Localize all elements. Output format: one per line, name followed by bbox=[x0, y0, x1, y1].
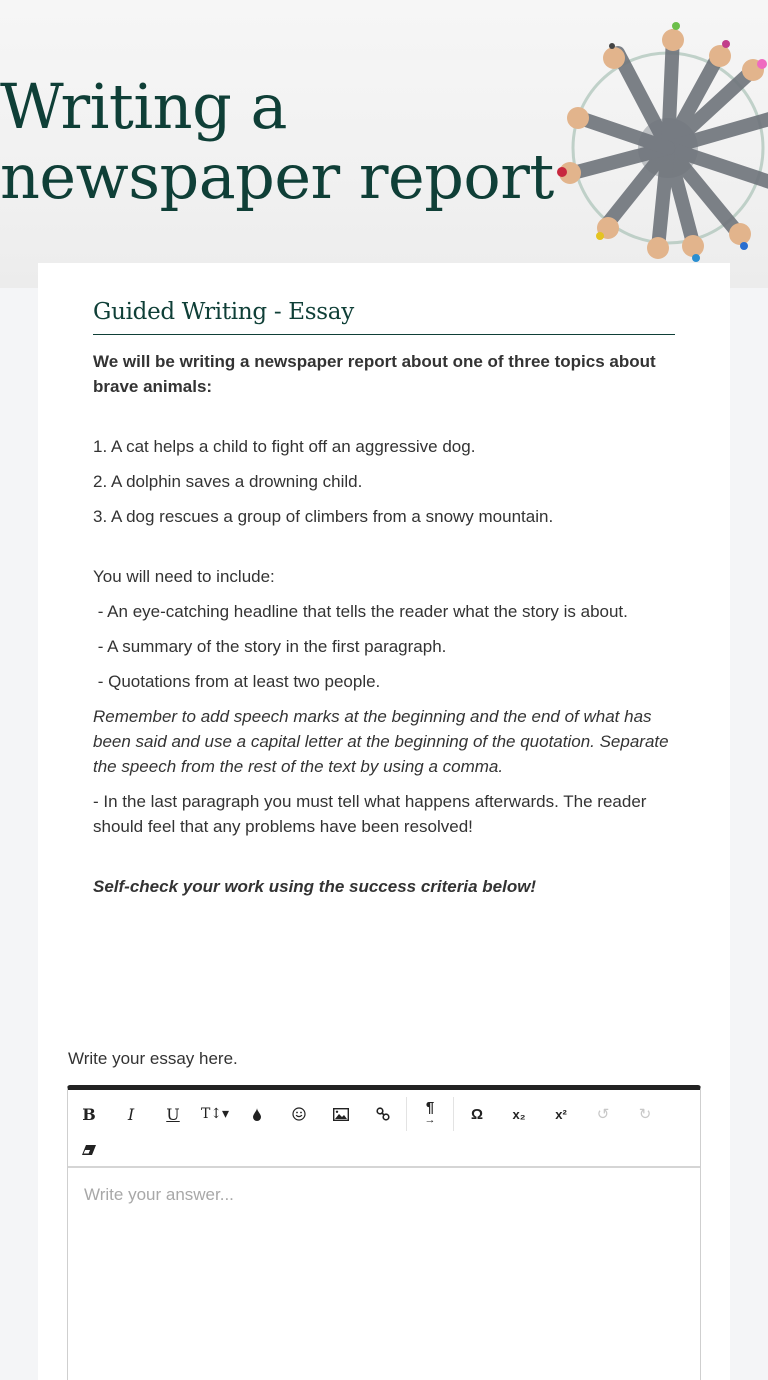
undo-button[interactable] bbox=[582, 1096, 624, 1132]
underline-button[interactable] bbox=[152, 1096, 194, 1132]
undo-icon: ↺ bbox=[596, 1106, 610, 1123]
topic-item: 2. A dolphin saves a drowning child. bbox=[93, 472, 363, 491]
text-color-button[interactable] bbox=[236, 1096, 278, 1132]
redo-icon: ↻ bbox=[638, 1106, 652, 1123]
emoji-button[interactable] bbox=[278, 1096, 320, 1132]
topic-item: 1. A cat helps a child to fight off an aggressive dog. bbox=[93, 437, 476, 456]
superscript-icon: x² bbox=[555, 1106, 567, 1122]
bold-button[interactable] bbox=[68, 1096, 110, 1132]
text-direction-button[interactable] bbox=[409, 1096, 451, 1132]
insert-image-button[interactable] bbox=[320, 1096, 362, 1132]
intro-text: We will be writing a newspaper report about one of three topics about brave animals: bbox=[93, 352, 656, 396]
include-item: - An eye-catching headline that tells the reader what the story is about. bbox=[93, 602, 628, 621]
include-item: - Quotations from at least two people. bbox=[93, 672, 381, 691]
editor-toolbar bbox=[68, 1090, 700, 1168]
subscript-button[interactable] bbox=[498, 1096, 540, 1132]
essay-editor bbox=[67, 1085, 701, 1380]
underline-icon: U bbox=[166, 1104, 180, 1124]
last-paragraph-note: - In the last paragraph you must tell what happens afterwards. The reader should feel that any problems have been resolved! bbox=[93, 792, 671, 836]
page-title: Writing a newspaper report bbox=[0, 70, 554, 213]
link-icon bbox=[376, 1107, 390, 1121]
subscript-icon: x₂ bbox=[512, 1106, 526, 1122]
answer-input[interactable]: Write your answer... bbox=[84, 1185, 234, 1204]
special-char-button[interactable] bbox=[456, 1096, 498, 1132]
include-item: - A summary of the story in the first paragraph. bbox=[93, 637, 447, 656]
paragraph-icon: ¶ bbox=[425, 1099, 435, 1116]
toolbar-divider bbox=[406, 1097, 407, 1131]
page-header bbox=[0, 0, 768, 288]
speech-note: Remember to add speech marks at the beginning and the end of what has been said and use a capital letter at the beginning of the quotation. Separate the speech from the rest of the text by using a comma. bbox=[93, 707, 669, 776]
italic-button[interactable] bbox=[110, 1096, 152, 1132]
self-check-note: Self-check your work using the success criteria below! bbox=[93, 877, 537, 896]
essay-label: Write your essay here. bbox=[68, 1049, 238, 1068]
text-size-dropdown[interactable] bbox=[194, 1096, 236, 1132]
include-heading: You will need to include: bbox=[93, 567, 275, 586]
question-card bbox=[38, 263, 730, 1380]
omega-icon: Ω bbox=[470, 1105, 484, 1123]
text-size-icon: T↕▾ bbox=[200, 1106, 230, 1122]
smiley-icon bbox=[292, 1107, 306, 1121]
instructions bbox=[93, 349, 678, 909]
ink-drop-icon bbox=[252, 1108, 262, 1121]
section-title: Guided Writing - Essay bbox=[93, 299, 675, 335]
insert-link-button[interactable] bbox=[362, 1096, 404, 1132]
arrow-right-icon: → bbox=[424, 1114, 436, 1126]
superscript-button[interactable] bbox=[540, 1096, 582, 1132]
bold-icon: B bbox=[82, 1104, 96, 1124]
image-icon bbox=[333, 1108, 349, 1121]
clear-format-button[interactable] bbox=[68, 1132, 110, 1168]
eraser-icon bbox=[82, 1145, 96, 1155]
redo-button[interactable] bbox=[624, 1096, 666, 1132]
italic-icon: I bbox=[127, 1104, 135, 1124]
toolbar-divider bbox=[453, 1097, 454, 1131]
topic-item: 3. A dog rescues a group of climbers from a snowy mountain. bbox=[93, 507, 554, 526]
